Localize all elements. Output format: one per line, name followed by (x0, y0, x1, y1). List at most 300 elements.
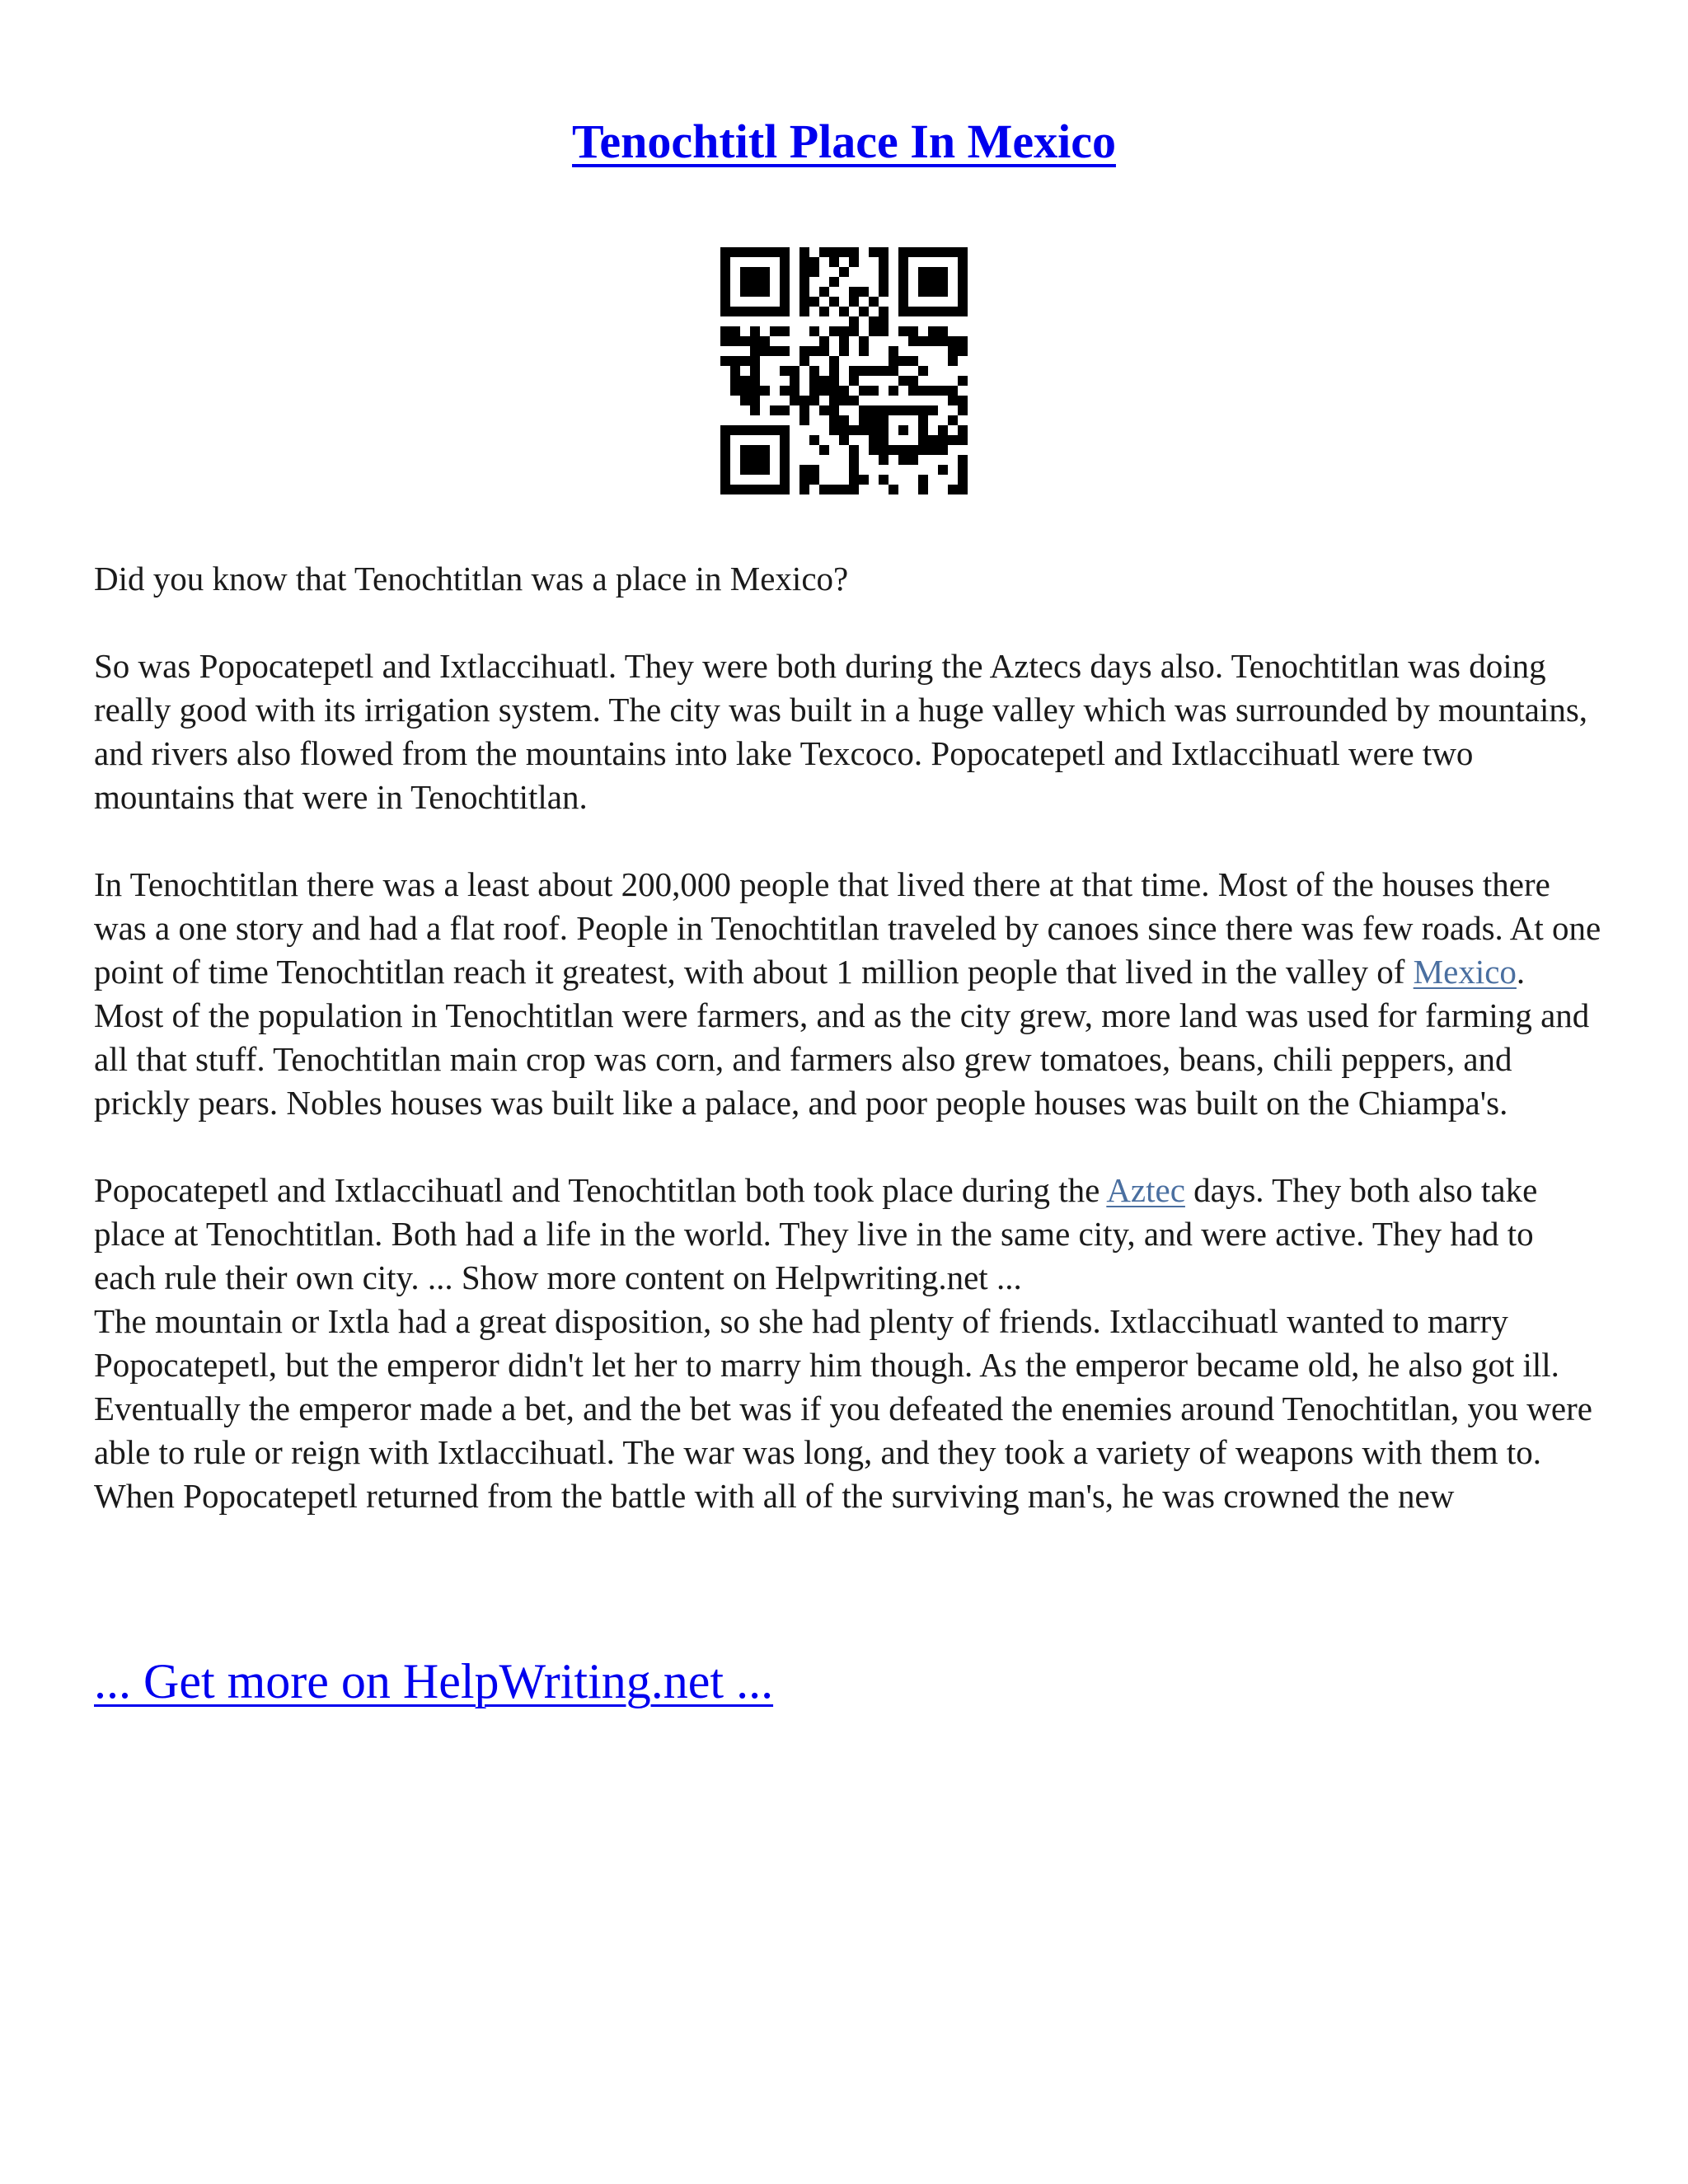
qr-module (750, 405, 760, 415)
qr-module (799, 307, 809, 316)
qr-module (809, 475, 819, 485)
qr-module (948, 485, 958, 494)
qr-module (730, 356, 740, 366)
qr-module (799, 396, 809, 405)
qr-module (770, 307, 780, 316)
qr-module (928, 307, 938, 316)
qr-module (908, 326, 918, 336)
qr-module (740, 267, 750, 277)
qr-module (720, 485, 730, 494)
qr-module (730, 386, 740, 396)
qr-module (750, 376, 760, 386)
qr-module (809, 435, 819, 445)
qr-module (790, 386, 799, 396)
qr-module (730, 425, 740, 435)
qr-module (859, 307, 869, 316)
qr-module (740, 455, 750, 465)
qr-module (829, 396, 839, 405)
qr-module (839, 326, 849, 336)
qr-module (780, 485, 790, 494)
qr-module (829, 326, 839, 336)
qr-module (918, 435, 928, 445)
qr-module (928, 287, 938, 297)
qr-module (740, 465, 750, 475)
qr-module (839, 247, 849, 257)
qr-module (908, 386, 918, 396)
qr-module (879, 405, 889, 415)
qr-module (879, 366, 889, 376)
qr-module (879, 425, 889, 435)
qr-module (958, 287, 968, 297)
qr-module (889, 405, 898, 415)
qr-module (879, 316, 889, 326)
qr-module (829, 415, 839, 425)
qr-module (889, 356, 898, 366)
qr-module (898, 247, 908, 257)
paragraph-intro: Did you know that Tenochtitlan was a place in Mexico? (94, 560, 849, 598)
qr-module (908, 336, 918, 346)
qr-module (819, 376, 829, 386)
qr-module (869, 425, 879, 435)
qr-module (879, 455, 889, 465)
qr-module (938, 307, 948, 316)
qr-module (859, 336, 869, 346)
qr-module (799, 356, 809, 366)
paragraph-population (94, 863, 1602, 1125)
qr-module (829, 277, 839, 287)
qr-module (849, 287, 859, 297)
qr-module (849, 465, 859, 475)
qr-module (819, 445, 829, 455)
qr-module (730, 336, 740, 346)
qr-module (869, 247, 879, 257)
qr-module (958, 277, 968, 287)
qr-module (740, 445, 750, 455)
qr-module (829, 247, 839, 257)
title-link[interactable]: Tenochtitl Place In Mexico (572, 115, 1116, 168)
qr-module (918, 475, 928, 485)
qr-module (849, 475, 859, 485)
qr-module (859, 366, 869, 376)
qr-module (770, 326, 780, 336)
qr-module (720, 267, 730, 277)
qr-module (869, 445, 879, 455)
qr-module (809, 267, 819, 277)
qr-module (958, 267, 968, 277)
qr-module (918, 445, 928, 455)
qr-module (809, 366, 819, 376)
qr-module (938, 435, 948, 445)
qr-module (750, 425, 760, 435)
qr-module (879, 287, 889, 297)
qr-module (799, 485, 809, 494)
qr-module (829, 257, 839, 267)
qr-module (879, 415, 889, 425)
qr-module (879, 435, 889, 445)
qr-module (809, 297, 819, 307)
qr-module (730, 307, 740, 316)
get-more-link[interactable]: ... Get more on HelpWriting.net ... (94, 1654, 774, 1708)
qr-module (908, 307, 918, 316)
qr-module (859, 405, 869, 415)
qr-module (958, 396, 968, 405)
qr-module (740, 277, 750, 287)
qr-module (770, 485, 780, 494)
qr-module (720, 445, 730, 455)
qr-module (849, 485, 859, 494)
qr-module (740, 376, 750, 386)
qr-module (898, 297, 908, 307)
qr-module (958, 425, 968, 435)
qr-module (948, 356, 958, 366)
qr-module (829, 405, 839, 415)
qr-module (720, 465, 730, 475)
qr-module (918, 307, 928, 316)
qr-module (869, 386, 879, 396)
qr-module (750, 346, 760, 356)
qr-module (908, 247, 918, 257)
qr-module (849, 445, 859, 455)
qr-module (958, 247, 968, 257)
qr-module (839, 386, 849, 396)
qr-module (928, 336, 938, 346)
qr-module (889, 485, 898, 494)
qr-module (740, 485, 750, 494)
qr-module (750, 465, 760, 475)
qr-module (829, 485, 839, 494)
qr-module (760, 346, 770, 356)
qr-module (799, 475, 809, 485)
aztec-link[interactable]: Aztec (1106, 1171, 1185, 1209)
qr-module (829, 356, 839, 366)
qr-module (780, 425, 790, 435)
qr-module (889, 445, 898, 455)
qr-module (740, 287, 750, 297)
paragraph-population-text-start: In Tenochtitlan there was a least about 200,000 people that lived there at that time. Most of the houses there was a one story and had a flat roof. People in Tenochtitlan traveled by canoes since there was few roads. At one point of time Tenochtitlan reach it greatest, with about 1 million people that lived in the valley of (94, 865, 1601, 991)
qr-module (958, 346, 968, 356)
qr-module (958, 307, 968, 316)
qr-module (958, 465, 968, 475)
qr-module (750, 267, 760, 277)
qr-module (938, 247, 948, 257)
qr-module (740, 425, 750, 435)
qr-module (750, 287, 760, 297)
qr-module (819, 307, 829, 316)
qr-module (849, 425, 859, 435)
qr-module (750, 336, 760, 346)
qr-module (760, 336, 770, 346)
qr-module (780, 247, 790, 257)
page-title (0, 112, 1688, 171)
qr-module (809, 346, 819, 356)
qr-module (829, 297, 839, 307)
qr-module (819, 247, 829, 257)
qr-module (908, 356, 918, 366)
qr-module (819, 386, 829, 396)
qr-module (780, 455, 790, 465)
qr-module (730, 485, 740, 494)
qr-module (859, 386, 869, 396)
qr-module (958, 435, 968, 445)
qr-module (799, 287, 809, 297)
qr-module (720, 257, 730, 267)
qr-module (938, 287, 948, 297)
paragraph-aztec (94, 1169, 1602, 1300)
qr-module (780, 277, 790, 287)
qr-module (948, 415, 958, 425)
qr-module (879, 326, 889, 336)
qr-module (799, 346, 809, 356)
qr-module (799, 465, 809, 475)
qr-module (839, 485, 849, 494)
qr-module (879, 267, 889, 277)
qr-module (809, 326, 819, 336)
qr-module (898, 287, 908, 297)
qr-module (780, 386, 790, 396)
qr-module (958, 475, 968, 485)
qr-module (799, 415, 809, 425)
qr-module (908, 455, 918, 465)
qr-module (809, 386, 819, 396)
qr-module (948, 346, 958, 356)
qr-module (780, 445, 790, 455)
paragraph-aztec-text-start: Popocatepetl and Ixtlaccihuatl and Tenochtitlan both took place during the (94, 1171, 1107, 1209)
qr-module (780, 465, 790, 475)
qr-module (720, 326, 730, 336)
qr-module (849, 326, 859, 336)
qr-module (740, 247, 750, 257)
qr-module (809, 465, 819, 475)
qr-module (750, 396, 760, 405)
qr-module (958, 257, 968, 267)
qr-module (829, 366, 839, 376)
qr-module (799, 247, 809, 257)
qr-module (948, 435, 958, 445)
qr-module (839, 396, 849, 405)
qr-module (918, 386, 928, 396)
qr-module (879, 247, 889, 257)
qr-module (809, 257, 819, 267)
qr-module (889, 366, 898, 376)
qr-module (760, 455, 770, 465)
qr-module (780, 297, 790, 307)
qr-module (750, 356, 760, 366)
qr-module (918, 415, 928, 425)
qr-module (839, 435, 849, 445)
qr-module (839, 267, 849, 277)
qr-module (740, 356, 750, 366)
qr-module (829, 376, 839, 386)
qr-module (720, 356, 730, 366)
qr-module (720, 475, 730, 485)
qr-module (879, 475, 889, 485)
qr-module (780, 405, 790, 415)
qr-module (730, 366, 740, 376)
paragraph-legend: The mountain or Ixtla had a great disposition, so she had plenty of friends. Ixtlaccihuatl wanted to marry Popocatepetl, but the emperor didn't let her to marry him though. As the emperor became old, he also got ill. Eventually the emperor made a bet, and the bet was if you defeated the enemies around Tenochtitlan, you were able to rule or reign with Ixtlaccihuatl. The war was long, and they took a variety of weapons with them to. When Popocatepetl returned from the battle with all of the surviving man's, he was crowned the new (94, 1302, 1592, 1515)
qr-module (898, 455, 908, 465)
qr-module (740, 386, 750, 396)
qr-module (730, 247, 740, 257)
qr-module (928, 386, 938, 396)
qr-module (928, 435, 938, 445)
qr-module (928, 405, 938, 415)
qr-module (760, 247, 770, 257)
qr-module (918, 267, 928, 277)
qr-module (849, 376, 859, 386)
qr-code (720, 247, 968, 494)
qr-module (849, 366, 859, 376)
qr-module (948, 396, 958, 405)
qr-module (898, 307, 908, 316)
qr-module (869, 297, 879, 307)
qr-module (720, 287, 730, 297)
qr-module (849, 247, 859, 257)
qr-module (948, 247, 958, 257)
qr-module (869, 316, 879, 326)
qr-module (859, 287, 869, 297)
qr-module (938, 267, 948, 277)
qr-module (879, 257, 889, 267)
qr-module (908, 376, 918, 386)
qr-module (938, 336, 948, 346)
qr-module (720, 455, 730, 465)
qr-module (928, 267, 938, 277)
qr-module (819, 336, 829, 346)
qr-module (869, 326, 879, 336)
qr-module (720, 277, 730, 287)
qr-module (879, 307, 889, 316)
qr-module (889, 346, 898, 356)
qr-module (958, 455, 968, 465)
mexico-link[interactable]: Mexico (1413, 953, 1517, 991)
qr-module (730, 326, 740, 336)
qr-module (790, 366, 799, 376)
qr-module (760, 307, 770, 316)
qr-module (839, 346, 849, 356)
qr-module (829, 425, 839, 435)
qr-module (898, 326, 908, 336)
qr-module (898, 267, 908, 277)
qr-module (918, 287, 928, 297)
qr-module (938, 465, 948, 475)
qr-module (928, 277, 938, 287)
qr-module (918, 405, 928, 415)
qr-module (928, 326, 938, 336)
qr-module (879, 277, 889, 287)
paragraph-population-text-end: . Most of the population in Tenochtitlan were farmers, and as the city grew, more land was used for farming and all that stuff. Tenochtitlan main crop was corn, and farmers also grew tomatoes, beans, chili peppers, and prickly pears. Nobles houses was built like a palace, and poor people houses was built on the Chiampa's. (94, 953, 1590, 1122)
qr-module (740, 307, 750, 316)
qr-module (859, 475, 869, 485)
qr-module (849, 316, 859, 326)
qr-module (819, 405, 829, 415)
qr-module (948, 307, 958, 316)
qr-module (938, 386, 948, 396)
qr-module (938, 425, 948, 435)
qr-module (908, 405, 918, 415)
qr-module (799, 405, 809, 415)
qr-module (780, 287, 790, 297)
qr-module (750, 445, 760, 455)
qr-module (928, 247, 938, 257)
qr-module (720, 247, 730, 257)
qr-module (958, 336, 968, 346)
qr-module (938, 277, 948, 287)
qr-module (839, 415, 849, 425)
qr-module (760, 287, 770, 297)
qr-module (918, 247, 928, 257)
qr-module (720, 336, 730, 346)
qr-module (760, 277, 770, 287)
qr-module (760, 386, 770, 396)
qr-module (849, 257, 859, 267)
qr-module (869, 366, 879, 376)
qr-module (780, 475, 790, 485)
qr-module (849, 297, 859, 307)
qr-module (908, 445, 918, 455)
qr-module (889, 386, 898, 396)
qr-module (760, 267, 770, 277)
qr-module (819, 346, 829, 356)
qr-module (898, 376, 908, 386)
qr-module (898, 356, 908, 366)
qr-module (740, 336, 750, 346)
qr-module (869, 415, 879, 425)
qr-module (720, 297, 730, 307)
qr-module (898, 425, 908, 435)
qr-module (849, 396, 859, 405)
qr-module (750, 307, 760, 316)
qr-module (770, 247, 780, 257)
qr-module (780, 326, 790, 336)
qr-module (720, 425, 730, 435)
paragraph-mountains: So was Popocatepetl and Ixtlaccihuatl. They were both during the Aztecs days also. Tenochtitlan was doing really good with its irrigation system. The city was built in a huge valley which was surrounded by mountains, and rivers also flowed from the mountains into lake Texcoco. Popocatepetl and Ixtlaccihuatl were two mountains that were in Tenochtitlan. (94, 647, 1588, 816)
qr-module (928, 445, 938, 455)
paragraph-aztec-text-end: days. They both also take place at Tenochtitlan. Both had a life in the world. They live in the same city, and were active. They had to each rule their own city. ... Show more content on Helpwriting.net ... (94, 1171, 1538, 1296)
qr-module (898, 445, 908, 455)
qr-module (879, 445, 889, 455)
qr-module (958, 485, 968, 494)
qr-module (799, 257, 809, 267)
qr-module (760, 445, 770, 455)
qr-module (750, 277, 760, 287)
qr-module (839, 336, 849, 346)
qr-module (720, 435, 730, 445)
qr-module (819, 287, 829, 297)
qr-module (898, 405, 908, 415)
qr-module (958, 405, 968, 415)
qr-module (839, 307, 849, 316)
qr-module (770, 405, 780, 415)
qr-module (938, 326, 948, 336)
qr-module (780, 267, 790, 277)
qr-module (859, 415, 869, 425)
qr-module (898, 257, 908, 267)
qr-module (780, 257, 790, 267)
qr-module (760, 465, 770, 475)
qr-module (819, 485, 829, 494)
qr-module (809, 396, 819, 405)
qr-module (799, 297, 809, 307)
qr-module (770, 425, 780, 435)
qr-module (750, 455, 760, 465)
qr-module (750, 485, 760, 494)
qr-module (859, 425, 869, 435)
qr-module (740, 396, 750, 405)
qr-module (780, 435, 790, 445)
qr-module (720, 307, 730, 316)
get-more-link-container (94, 1652, 773, 1711)
qr-module (760, 425, 770, 435)
